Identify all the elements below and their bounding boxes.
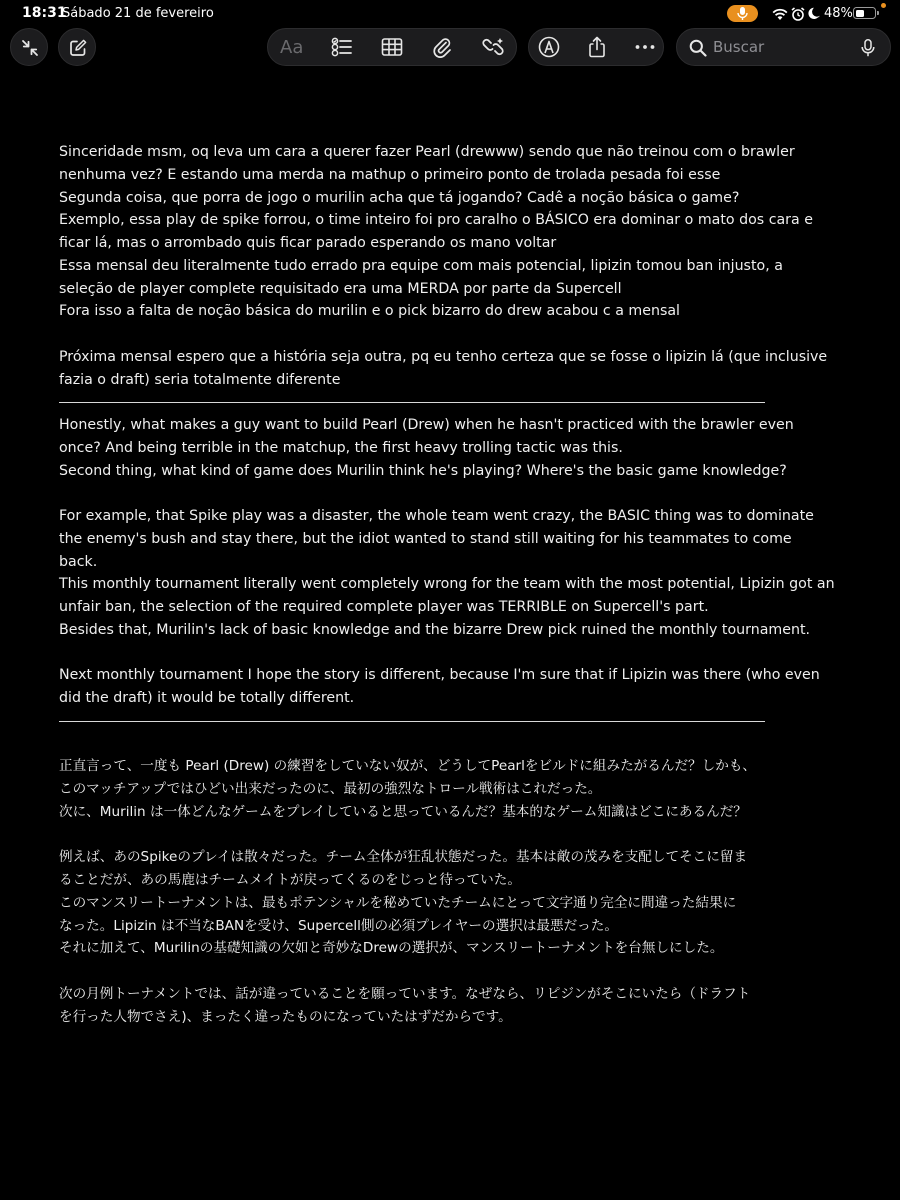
more-button[interactable] <box>625 29 665 65</box>
note-line: Exemplo, essa play de spike forrou, o time inteiro foi pro caralho o BÁSICO era dominar o mato dos cara e <box>59 212 813 229</box>
note-line: ficar lá, mas o arrombado quis ficar parado esperando os mano voltar <box>59 235 557 251</box>
note-line: Second thing, what kind of game does Murilin think he's playing? Where's the basic game knowledge? <box>59 462 787 479</box>
battery-icon <box>853 7 876 19</box>
separator-line <box>59 710 779 733</box>
note-line: once? And being terrible in the matchup, the first heavy trolling tactic was this. <box>59 439 623 456</box>
battery-percent: 48% <box>824 6 853 21</box>
search-bar <box>676 28 891 66</box>
note-body[interactable] <box>59 141 835 1028</box>
privacy-indicator-dot <box>881 3 886 8</box>
note-line: 正直言って、一度も Pearl (Drew) の練習をしていない奴が、どうしてPearlをビルドに組みたがるんだ？しかも、 <box>59 758 757 775</box>
note-line: 例えば、あのSpikeのプレイは散々だった。チーム全体が狂乱状態だった。基本は敵の茂みを支配してそこに留ま <box>59 849 748 866</box>
note-line: This monthly tournament literally went completely wrong for the team with the most potential, Lipizin got an <box>59 576 835 593</box>
note-line: Fora isso a falta de noção básica do murilin e o pick bizarro do drew acabou c a mensal <box>59 303 680 320</box>
note-line: 次の月例トーナメントでは、話が違っていることを願っています。なぜなら、リピジンがそこにいたら（ドラフト <box>59 985 751 1002</box>
note-line: 次に、Murilin は一体どんなゲームをプレイしていると思っているんだ？基本的なゲーム知識はどこにあるんだ？ <box>59 803 747 820</box>
microphone-indicator <box>727 5 758 22</box>
note-line: を行った人物でさえ)、まったく違ったものになっていたはずだからです。 <box>59 1008 512 1025</box>
status-time: 18:31 <box>22 5 67 21</box>
format-label: Aa <box>280 37 304 58</box>
blank-line <box>59 323 779 346</box>
battery-level <box>856 10 864 17</box>
search-input[interactable] <box>713 37 853 57</box>
table-button[interactable] <box>372 29 412 65</box>
blank-line <box>59 733 779 756</box>
status-date: Sábado 21 de fevereiro <box>62 6 214 21</box>
note-line: fazia o draft) seria totalmente diferente <box>59 371 341 388</box>
note-line: nenhuma vez? E estando uma merda na mathup o primeiro ponto de trolada pesada foi esse <box>59 166 721 183</box>
note-line: did the draft) it would be totally different. <box>59 690 355 706</box>
new-note-button[interactable] <box>58 28 96 66</box>
note-line: それに加えて、Murilinの基礎知識の欠如と奇妙なDrewの選択が、マンスリートーナメントを台無しにした。 <box>59 940 724 957</box>
markup-button[interactable] <box>529 29 569 65</box>
separator-line <box>59 391 779 414</box>
note-line: For example, that Spike play was a disaster, the whole team went crazy, the BASIC thing was to dominate <box>59 508 814 524</box>
status-bar <box>0 0 900 28</box>
search-icon <box>689 39 707 61</box>
note-line: Sinceridade msm, oq leva um cara a querer fazer Pearl (drewww) sendo que não treinou com o brawler <box>59 144 795 160</box>
link-note-button[interactable] <box>472 29 512 65</box>
checklist-button[interactable] <box>322 29 362 65</box>
note-line: Próxima mensal espero que a história seja outra, pq eu tenho certeza que se fosse o lipizin lá (que inclusive <box>59 348 828 365</box>
dictation-microphone-icon[interactable] <box>861 39 875 61</box>
note-line: このマンスリートーナメントは、最もポテンシャルを秘めていたチームにとって文字通り完全に間違った結果に <box>59 894 737 911</box>
note-line: このマッチアップではひどい出来だったのに、最初の強烈なトロール戦術はこれだった。 <box>59 781 602 797</box>
note-line: back. <box>59 553 98 570</box>
blank-line <box>59 482 779 505</box>
note-line: Essa mensal deu literalmente tudo errado pra equipe com mais potencial, lipizin tomou ban injusto, a <box>59 257 783 274</box>
note-line: Honestly, what makes a guy want to build Pearl (Drew) when he hasn't practiced with the brawler even <box>59 417 794 433</box>
note-line: seleção de player complete requisitado era uma MERDA por parte da Supercell <box>59 280 622 297</box>
action-toolbar <box>528 28 664 66</box>
note-line: unfair ban, the selection of the required complete player was TERRIBLE on Supercell's part. <box>59 599 709 615</box>
note-line: the enemy's bush and stay there, but the idiot wanted to stand still waiting for his teammates to come <box>59 530 792 547</box>
battery-tip <box>877 11 879 15</box>
blank-line <box>59 824 779 847</box>
note-line: Next monthly tournament I hope the story is different, because I'm sure that if Lipizin was there (who even <box>59 667 820 684</box>
collapse-button[interactable] <box>10 28 48 66</box>
note-line: ることだが、あの馬鹿はチームメイトが戻ってくるのをじっと待っていた。 <box>59 872 521 888</box>
note-line: なった。Lipizin は不当なBANを受け、Supercell側の必須プレイヤーの選択は最悪だった。 <box>59 917 618 934</box>
blank-line <box>59 642 779 665</box>
note-line: Segunda coisa, que porra de jogo o murilin acha que tá jogando? Cadê a noção básica o game? <box>59 189 740 206</box>
format-button[interactable] <box>270 29 310 65</box>
attachment-button[interactable] <box>422 29 462 65</box>
note-line: Besides that, Murilin's lack of basic knowledge and the bizarre Drew pick ruined the monthly tournament. <box>59 621 811 638</box>
format-toolbar <box>267 28 517 66</box>
share-button[interactable] <box>577 29 617 65</box>
blank-line <box>59 960 779 983</box>
